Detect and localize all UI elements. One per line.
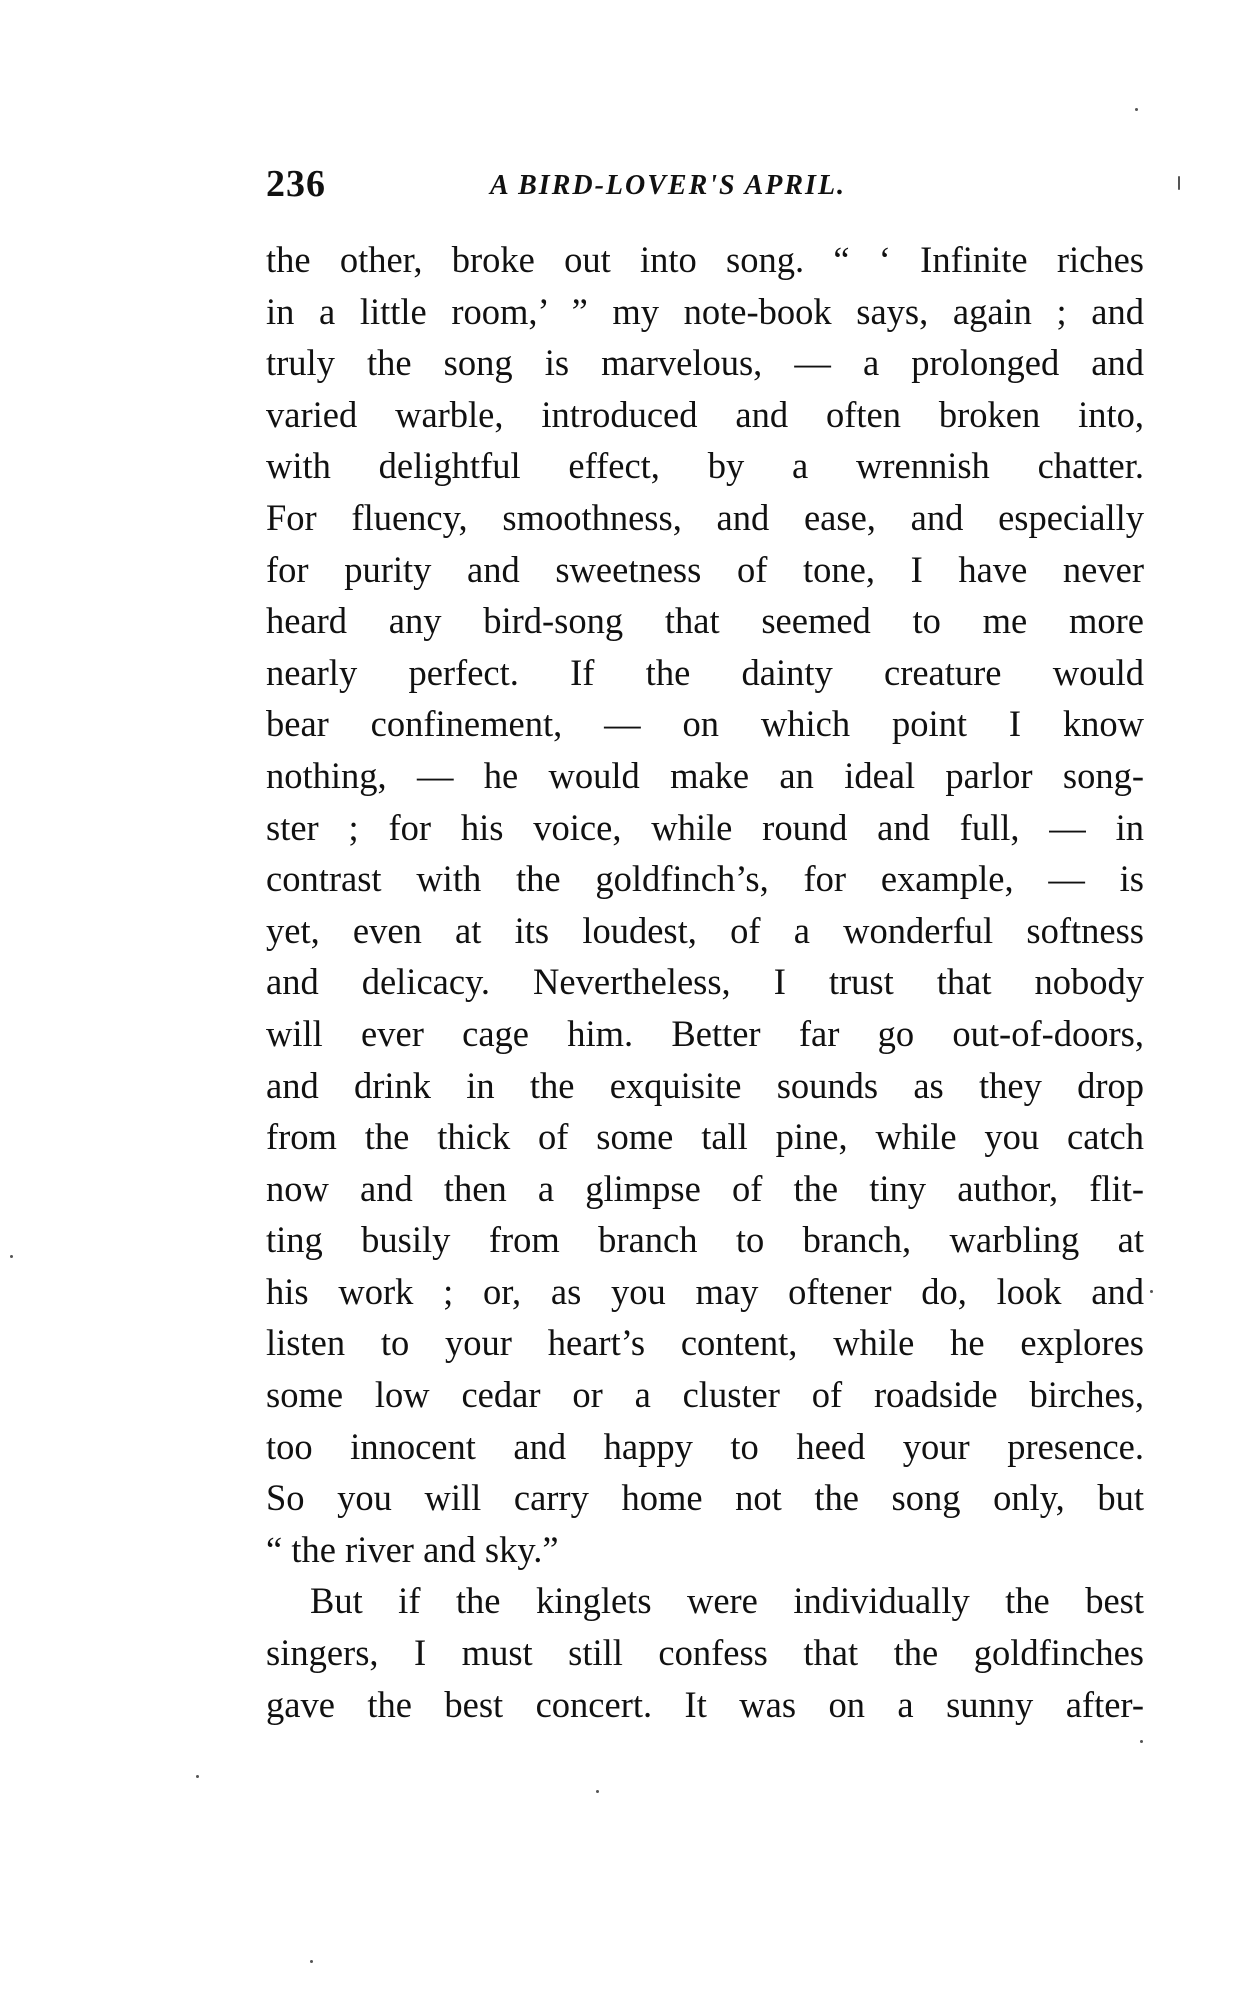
text-line: varied warble, introduced and often broken into, [266,393,1144,435]
scan-speck [1140,1740,1143,1743]
text-line: the other, broke out into song. “ ‘ Infinite riches [266,239,1144,280]
text-line: bear confinement, — on which point I know [266,703,1144,745]
scan-speck [1178,176,1180,190]
running-title: A BIRD-LOVER'S APRIL. [490,170,847,201]
text-line: and delicacy. Nevertheless, I trust that nobody [266,961,1144,1003]
scan-speck [1135,108,1138,111]
text-line: So you will carry home not the song only, but [266,1477,1144,1519]
text-line: heard any bird-song that seemed to me more [266,600,1144,642]
text-line: gave the best concert. It was on a sunny after- [266,1683,1144,1725]
text-line: nearly perfect. If the dainty creature would [266,651,1144,693]
text-line: in a little room,’ ” my note-book says, again ; and [266,290,1144,332]
text-line: will ever cage him. Better far go out-of-doors, [266,1012,1144,1054]
text-line: yet, even at its loudest, of a wonderful softness [266,909,1144,951]
text-line: now and then a glimpse of the tiny author, flit- [266,1167,1144,1209]
text-line: from the thick of some tall pine, while you catch [266,1116,1144,1158]
scan-speck [10,1255,13,1258]
scan-speck [310,1960,313,1963]
running-head [266,162,1186,210]
scan-speck [1150,1290,1153,1293]
text-line: nothing, — he would make an ideal parlor song- [266,754,1144,796]
text-line: too innocent and happy to heed your presence. [266,1425,1144,1467]
scan-speck [196,1775,199,1778]
paragraph-start-line: But if the kinglets were individually the best [310,1580,1144,1622]
text-line: truly the song is marvelous, — a prolonged and [266,342,1144,384]
page-number: 236 [266,163,326,205]
text-line: and drink in the exquisite sounds as they drop [266,1064,1144,1106]
text-line: some low cedar or a cluster of roadside birches, [266,1374,1144,1416]
text-line: contrast with the goldfinch’s, for example, — is [266,858,1144,900]
text-line: listen to your heart’s content, while he explores [266,1322,1144,1364]
body-text [266,234,1144,1730]
text-line: his work ; or, as you may oftener do, look and [266,1270,1144,1312]
text-line: singers, I must still confess that the goldfinches [266,1632,1144,1674]
text-line: ster ; for his voice, while round and full, — in [266,806,1144,848]
text-line: ting busily from branch to branch, warbling at [266,1219,1144,1261]
text-line: with delightful effect, by a wrennish chatter. [266,445,1144,487]
scan-speck [596,1790,599,1793]
text-line: For fluency, smoothness, and ease, and especially [266,496,1144,538]
paragraph-end-line: “ the river and sky.” [266,1528,559,1570]
text-line: for purity and sweetness of tone, I have never [266,548,1144,590]
